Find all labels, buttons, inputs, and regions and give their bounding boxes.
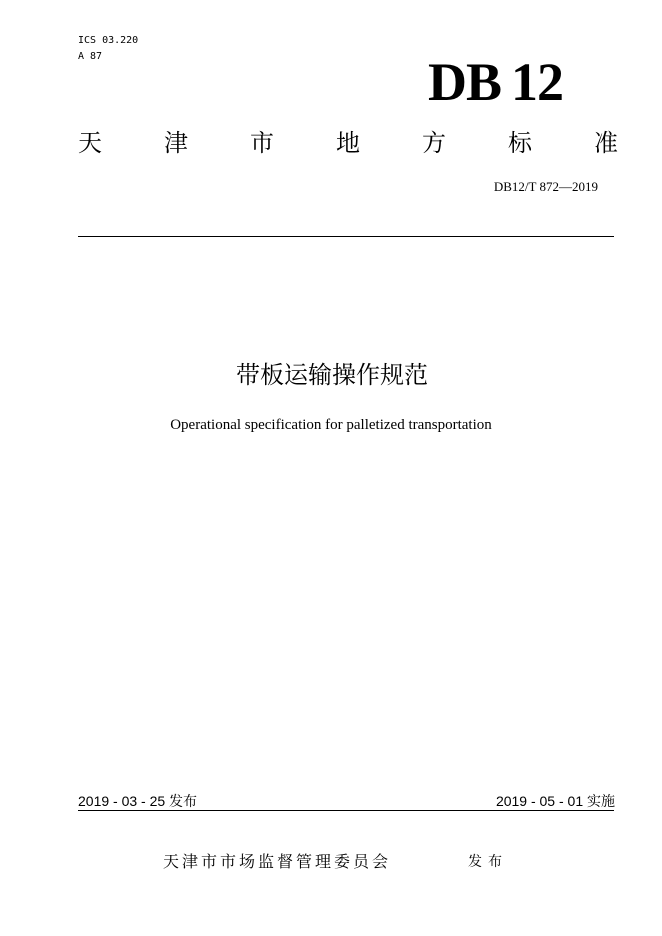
standard-code-number: 12	[511, 52, 564, 112]
standard-code-logo	[428, 52, 563, 112]
implementation-date: 2019 - 05 - 01 实施	[495, 793, 615, 809]
standard-type-char: 市	[250, 129, 274, 157]
ics-code: ICS 03.220	[78, 35, 139, 46]
standard-type-char: 天	[78, 129, 102, 157]
standard-type-heading	[78, 126, 618, 160]
standard-type-char: 方	[422, 129, 446, 157]
standard-type-char: 准	[594, 129, 618, 157]
standard-number: DB12/T 872—2019	[493, 179, 598, 194]
standard-type-char: 地	[336, 129, 360, 157]
classification-codes	[78, 33, 138, 65]
standard-code-prefix: DB	[428, 52, 502, 112]
standard-type-char: 津	[164, 129, 188, 157]
document-title-chinese: 带板运输操作规范	[236, 361, 428, 389]
document-title-english: Operational specification for palletized transportation	[170, 417, 492, 433]
footer-divider	[78, 810, 614, 811]
standard-type-char: 标	[508, 129, 532, 157]
header-divider	[78, 236, 614, 237]
ccs-code: A 87	[78, 51, 103, 62]
issue-date: 2019 - 03 - 25 发布	[78, 793, 198, 809]
issuing-authority: 天津市市场监督管理委员会	[163, 852, 392, 871]
issue-action-label: 发布	[468, 854, 508, 870]
